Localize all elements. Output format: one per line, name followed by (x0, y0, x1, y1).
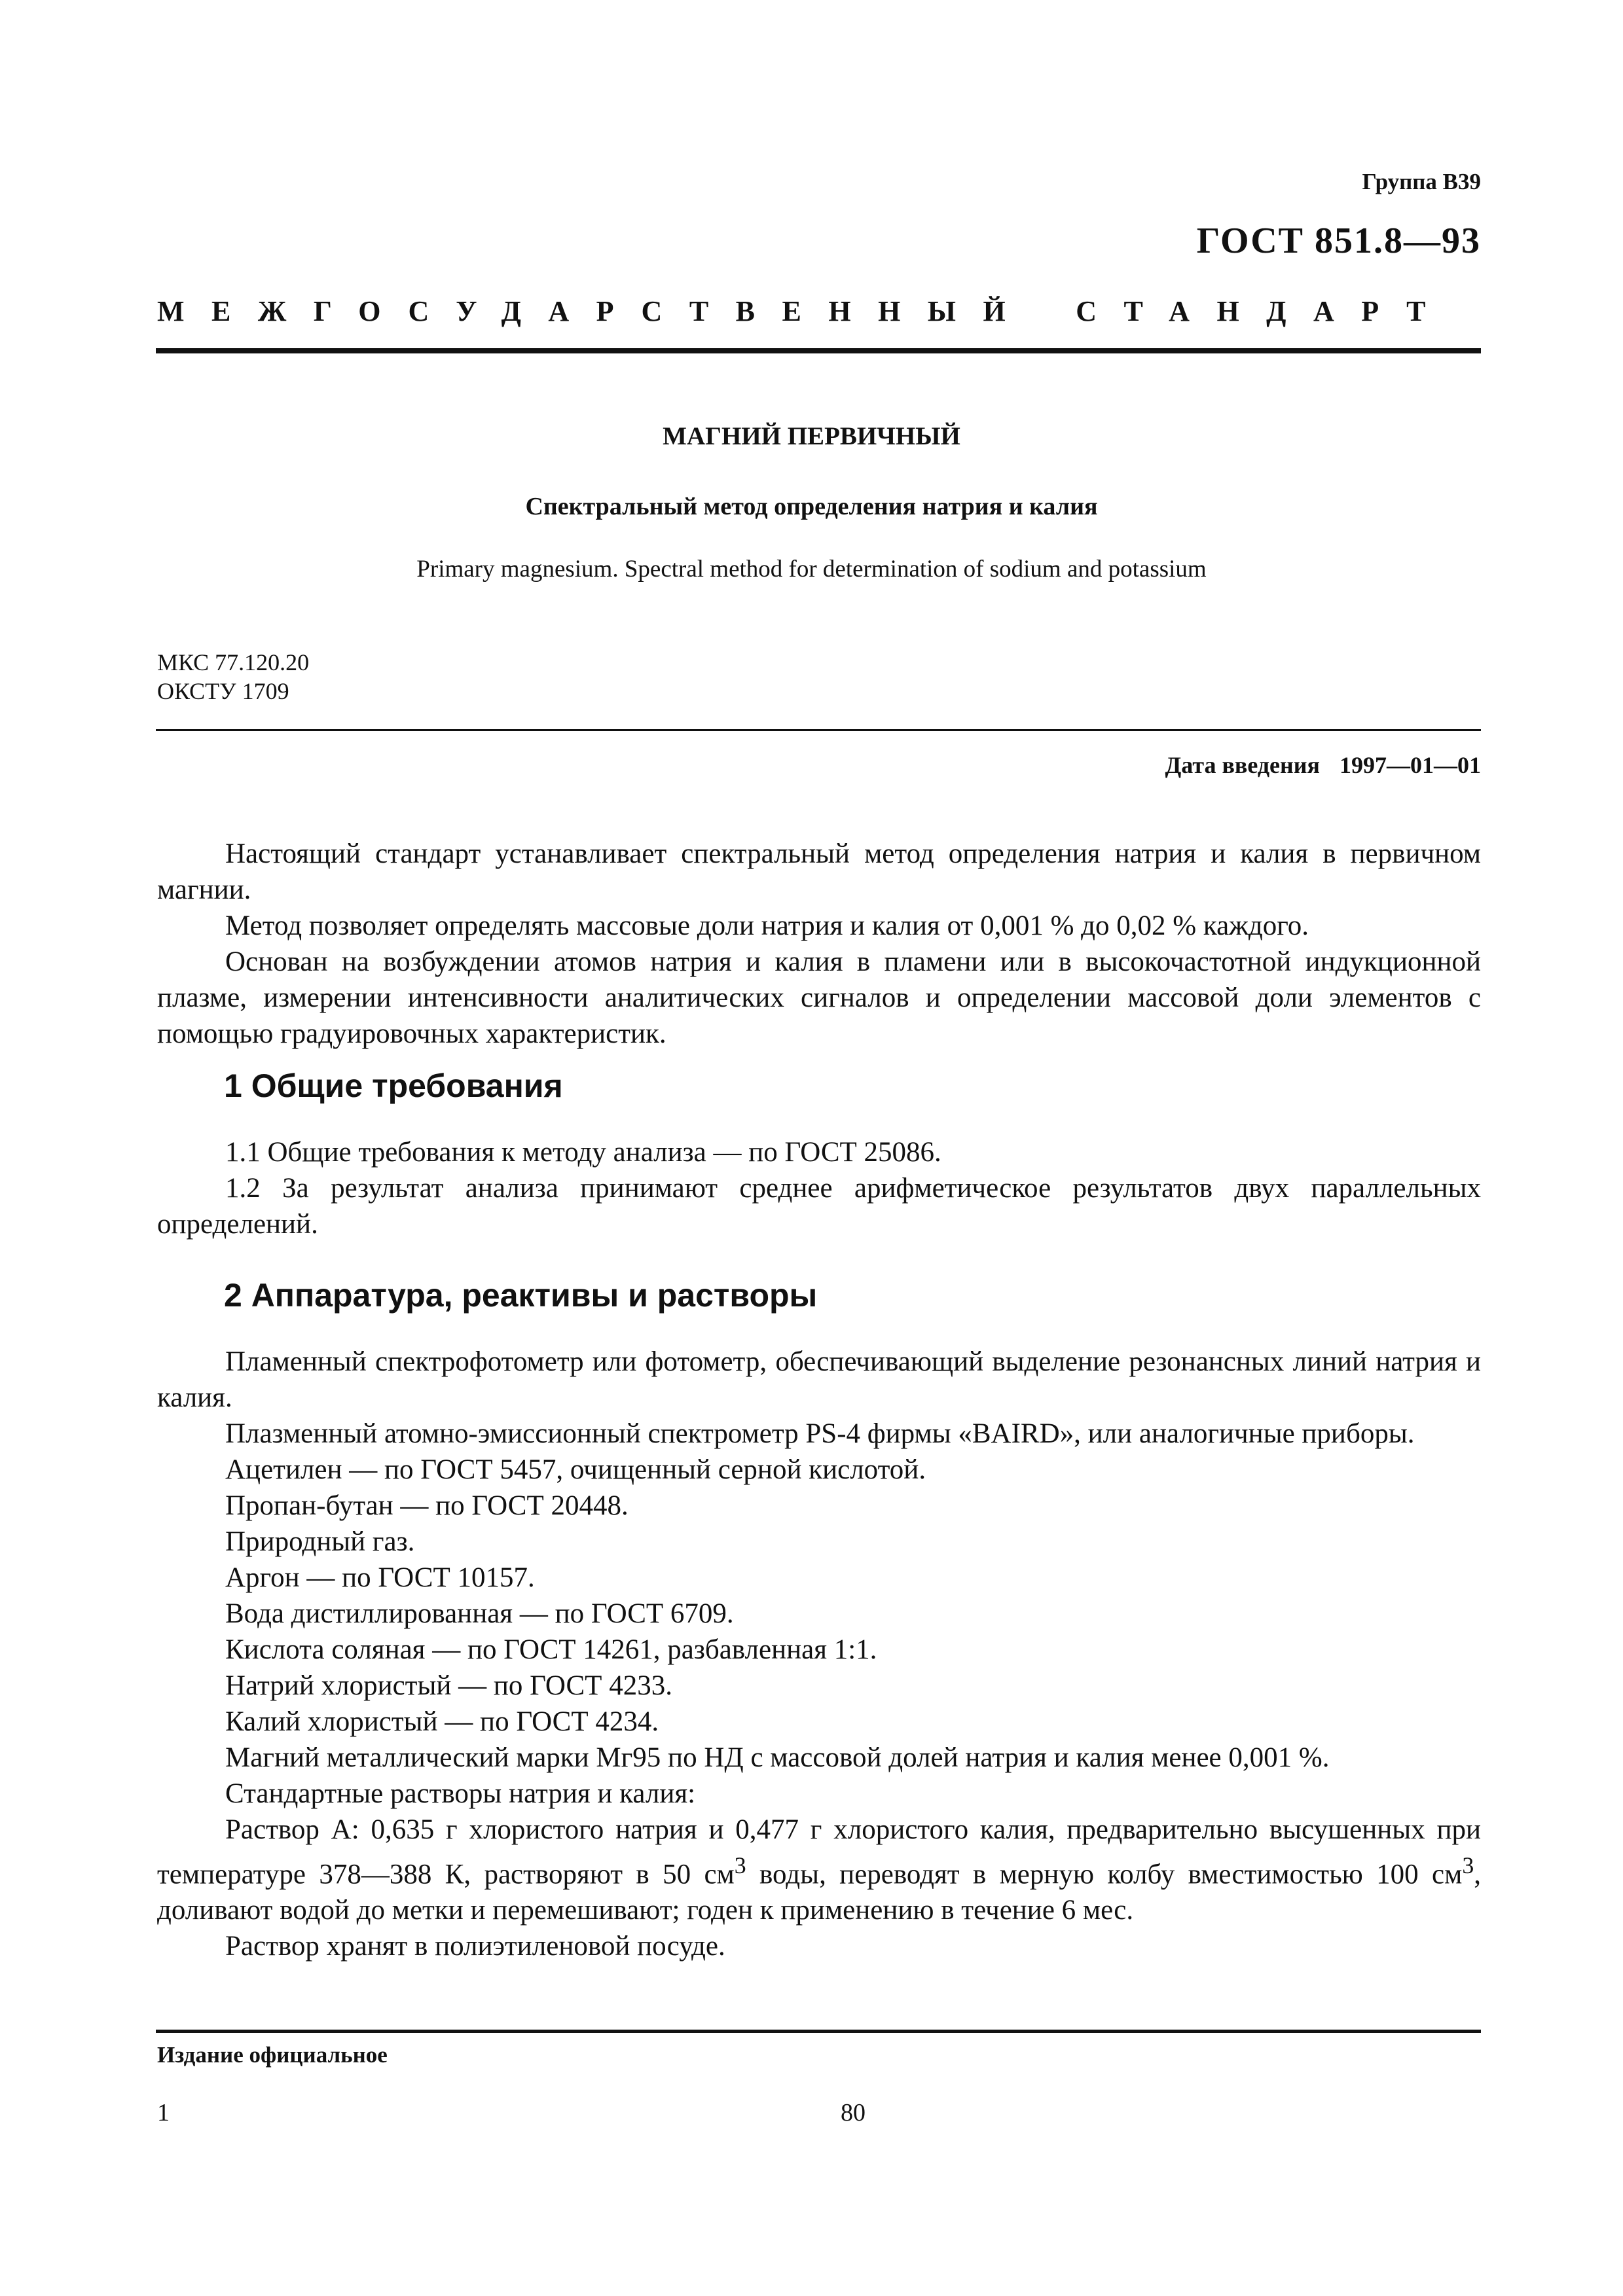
solution-a-text: Раствор А: 0,635 г хлористого натрия и 0,477 г хлористого калия, предварительно высушенных при температуре 378—388 К, растворяют в 50 см (157, 1814, 1481, 1890)
interstate-standard-banner (157, 295, 1453, 328)
section-paragraph: Ацетилен — по ГОСТ 5457, очищенный серной кислотой. (225, 1454, 926, 1485)
classification-codes (157, 648, 309, 706)
document-subtitle: Спектральный метод определения натрия и калия (525, 493, 1098, 520)
section-paragraph: 1.1 Общие требования к методу анализа — по ГОСТ 25086. (225, 1137, 941, 1168)
solution-a-text: , доливают водой до метки и перемешивают; годен к применению в течение 6 мес. (157, 1859, 1481, 1926)
standard-number: ГОСТ 851.8—93 (1196, 221, 1481, 261)
solution-a-paragraph (157, 1812, 1481, 1928)
section-paragraph: Калий хлористый — по ГОСТ 4234. (225, 1706, 659, 1737)
section-1-body (157, 1134, 1481, 1242)
section-paragraph: Кислота соляная — по ГОСТ 14261, разбавленная 1:1. (225, 1634, 877, 1665)
intro-paragraph: Настоящий стандарт устанавливает спектральный метод определения натрия и калия в первичном магнии. (157, 838, 1481, 905)
codes-rule (156, 729, 1481, 731)
section-paragraph: Магний металлический марки Мг95 по НД с массовой долей натрия и калия менее 0,001 %. (225, 1742, 1330, 1773)
date-label: Дата введения (1165, 752, 1320, 778)
document-title: МАГНИЙ ПЕРВИЧНЫЙ (663, 422, 960, 450)
page-number-center: 80 (841, 2099, 866, 2126)
english-title: Primary magnesium. Spectral method for determination of sodium and potassium (416, 556, 1207, 583)
section-paragraph: Раствор хранят в полиэтиленовой посуде. (225, 1931, 725, 1962)
section-paragraph: Пламенный спектрофотометр или фотометр, обеспечивающий выделение резонансных линий натрия и калия. (157, 1346, 1481, 1413)
interstate-word: МЕЖГОСУДАРСТВЕННЫЙ (157, 295, 1033, 327)
section-paragraph: Пропан-бутан — по ГОСТ 20448. (225, 1490, 629, 1521)
footer-rule (156, 2030, 1481, 2033)
section-1-heading: 1 Общие требования (224, 1067, 563, 1104)
section-paragraph: Стандартные растворы натрия и калия: (225, 1778, 696, 1809)
solution-a-text: воды, переводят в мерную колбу вместимостью 100 см (746, 1859, 1463, 1890)
page-number-left: 1 (157, 2099, 170, 2126)
edition-label: Издание официальное (157, 2042, 388, 2068)
introduction-date (1165, 751, 1482, 779)
section-paragraph: Природный газ. (225, 1526, 415, 1557)
group-code: Группа В39 (1362, 169, 1481, 194)
standard-word: СТАНДАРТ (1076, 295, 1453, 327)
date-value: 1997—01—01 (1340, 752, 1481, 778)
section-2-body (157, 1344, 1481, 1964)
section-paragraph: Плазменный атомно-эмиссионный спектрометр PS-4 фирмы «BAIRD», или аналогичные приборы. (225, 1418, 1415, 1449)
intro-block (157, 836, 1481, 1052)
section-2-heading: 2 Аппаратура, реактивы и растворы (224, 1277, 818, 1314)
intro-paragraph: Основан на возбуждении атомов натрия и калия в пламени или в высокочастотной индукционной плазме, измерении интенсивности аналитических сигналов и определении массовой доли элементов с помощью градуировочных характеристик. (157, 946, 1481, 1049)
okstu-code: ОКСТУ 1709 (157, 678, 289, 704)
superscript: 3 (1462, 1852, 1474, 1878)
intro-paragraph: Метод позволяет определять массовые доли натрия и калия от 0,001 % до 0,02 % каждого. (225, 910, 1309, 941)
superscript: 3 (734, 1852, 746, 1878)
section-paragraph: Аргон — по ГОСТ 10157. (225, 1562, 535, 1593)
section-paragraph: Натрий хлористый — по ГОСТ 4233. (225, 1670, 672, 1701)
header-rule (156, 348, 1481, 353)
section-paragraph: Вода дистиллированная — по ГОСТ 6709. (225, 1598, 734, 1629)
section-paragraph: 1.2 За результат анализа принимают среднее арифметическое результатов двух параллельных определений. (157, 1173, 1481, 1240)
mks-code: МКС 77.120.20 (157, 649, 310, 675)
